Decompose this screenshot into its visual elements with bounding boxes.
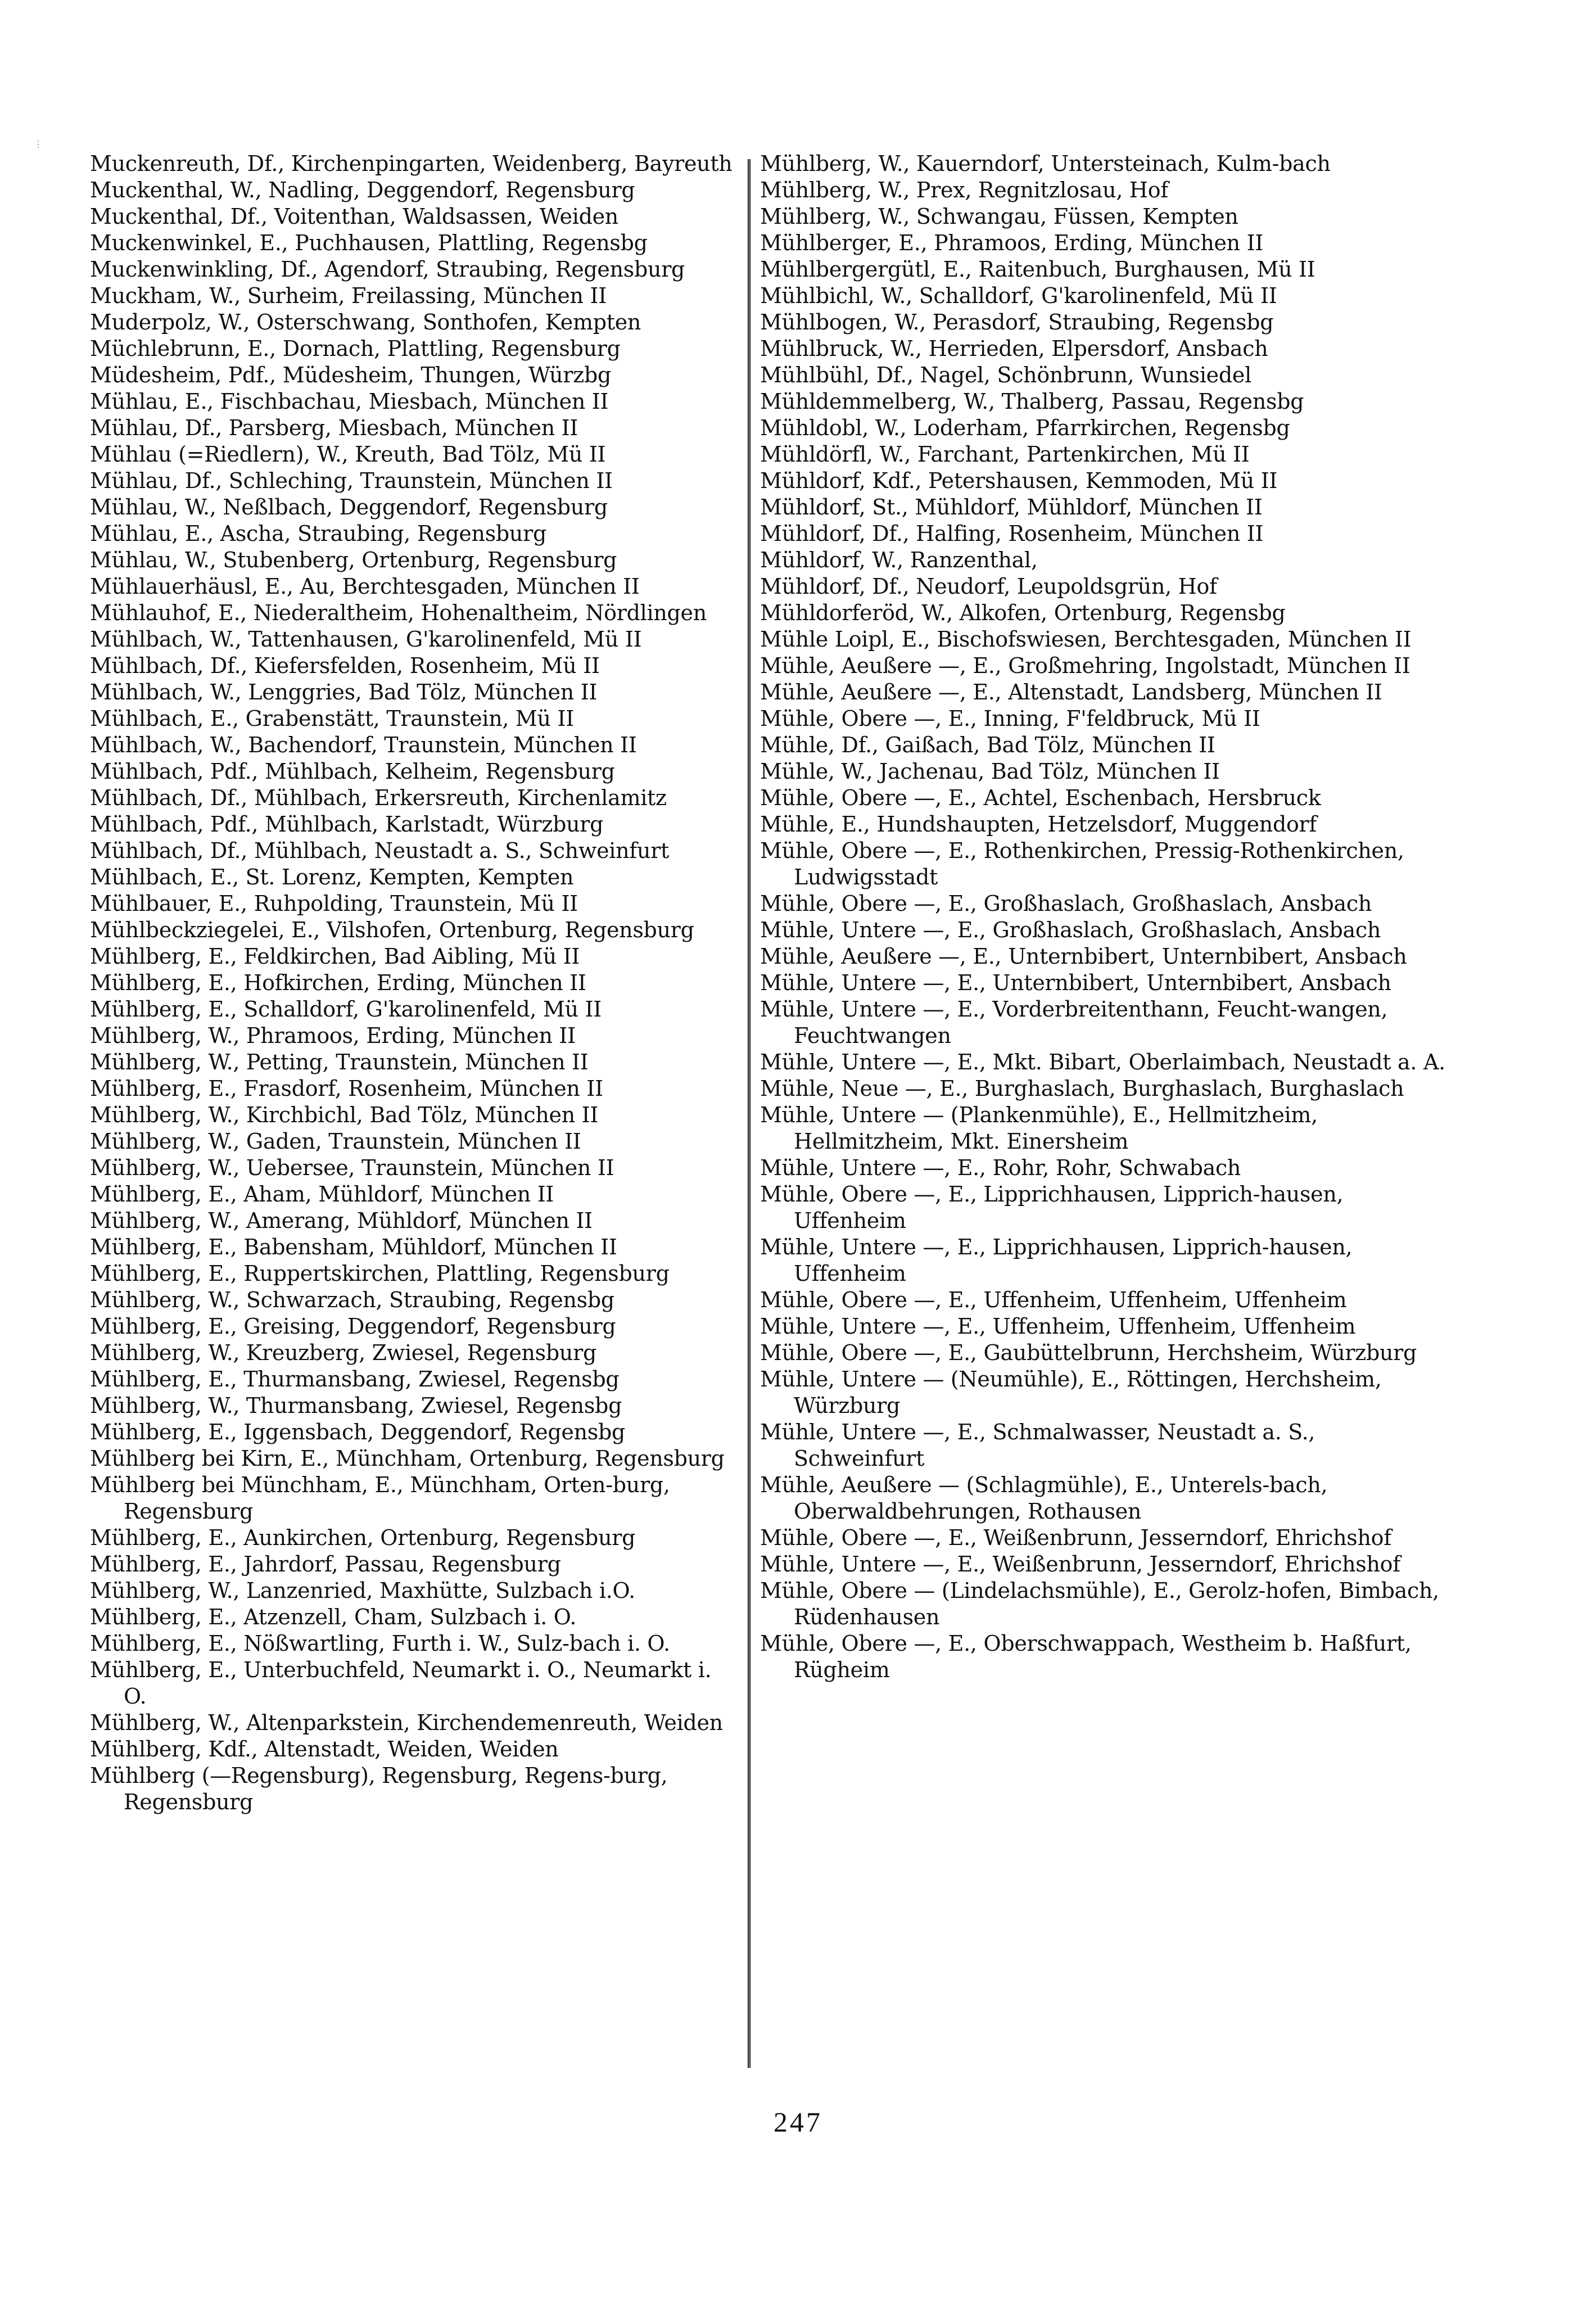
gazetteer-entry: Mühle, Untere —, E., Vorderbreitenthann, Feucht-wangen, Feuchtwangen — [760, 997, 1388, 1048]
gazetteer-entry: Mühle, Obere —, E., Rothenkirchen, Pressig-Rothenkirchen, Ludwigsstadt — [760, 838, 1404, 889]
gazetteer-entry: Mühle, W., Jachenau, Bad Tölz, München II — [760, 759, 1220, 784]
gazetteer-entry: Mühlberg, W., Gaden, Traunstein, München II — [90, 1129, 581, 1154]
gazetteer-entry: Mühlberg, E., Schalldorf, G'karolinenfeld, Mü II — [90, 997, 602, 1022]
gazetteer-entry: Mühle Loipl, E., Bischofswiesen, Berchtesgaden, München II — [760, 627, 1412, 652]
gazetteer-entry: Mühlberg bei Münchham, E., Münchham, Orten-burg, Regensburg — [90, 1473, 670, 1524]
gazetteer-entry: Mühlbach, E., Grabenstätt, Traunstein, Mü II — [90, 706, 574, 731]
gazetteer-entry: Muderpolz, W., Osterschwang, Sonthofen, Kempten — [90, 310, 641, 335]
gazetteer-entry: Mühlau, E., Ascha, Straubing, Regensburg — [90, 521, 546, 546]
gazetteer-entry: Mühlberg, E., Atzenzell, Cham, Sulzbach i. O. — [90, 1605, 577, 1629]
gazetteer-entry: Mühlberg, W., Kauerndorf, Untersteinach, Kulm-bach — [760, 151, 1331, 176]
gazetteer-entry: Mühlbach, W., Tattenhausen, G'karolinenfeld, Mü II — [90, 627, 642, 652]
gazetteer-entry: Mühle, Obere — (Lindelachsmühle), E., Gerolz-hofen, Bimbach, Rüdenhausen — [760, 1578, 1439, 1629]
gazetteer-entry: Mühlberg, W., Kreuzberg, Zwiesel, Regensburg — [90, 1340, 596, 1365]
gazetteer-entry: Mühlbichl, W., Schalldorf, G'karolinenfeld, Mü II — [760, 283, 1277, 308]
gazetteer-entry: Mühle, Untere —, E., Mkt. Bibart, Oberlaimbach, Neustadt a. A. — [760, 1050, 1445, 1074]
gazetteer-entry: Mühlberg, W., Thurmansbang, Zwiesel, Regensbg — [90, 1393, 622, 1418]
gazetteer-entry: Mühlberg, W., Petting, Traunstein, München II — [90, 1050, 589, 1074]
gazetteer-entry: Muckenwinkel, E., Puchhausen, Plattling, Regensbg — [90, 231, 648, 255]
gazetteer-entry: Mühlbach, Pdf., Mühlbach, Kelheim, Regensburg — [90, 759, 615, 784]
gazetteer-entry: Mühle, Untere —, E., Rohr, Rohr, Schwabach — [760, 1155, 1241, 1180]
gazetteer-entry: Mühle, Obere —, E., Oberschwappach, Westheim b. Haßfurt, Rügheim — [760, 1631, 1412, 1682]
gazetteer-entry: Mühlberg, Kdf., Altenstadt, Weiden, Weiden — [90, 1737, 559, 1761]
gazetteer-entry: Mühlbach, Df., Mühlbach, Neustadt a. S., Schweinfurt — [90, 838, 670, 863]
gazetteer-entry: Mühle, Untere —, E., Uffenheim, Uffenheim, Uffenheim — [760, 1314, 1356, 1339]
gazetteer-entry: Mühlbach, Df., Mühlbach, Erkersreuth, Kirchenlamitz — [90, 785, 667, 810]
gazetteer-entry: Mühlberg bei Kirn, E., Münchham, Ortenburg, Regensburg — [90, 1446, 725, 1471]
gazetteer-entry: Mühle, Untere —, E., Großhaslach, Großhaslach, Ansbach — [760, 918, 1381, 942]
gazetteer-entry: Müdesheim, Pdf., Müdesheim, Thungen, Würzbg — [90, 363, 611, 387]
gazetteer-entry: Mühlberg, E., Ruppertskirchen, Plattling, Regensburg — [90, 1261, 670, 1286]
gazetteer-entry: Muckenthal, W., Nadling, Deggendorf, Regensburg — [90, 178, 635, 202]
gazetteer-entry: Mühlbach, E., St. Lorenz, Kempten, Kempten — [90, 865, 574, 889]
gazetteer-entry: Mühlbach, Pdf., Mühlbach, Karlstadt, Würzburg — [90, 812, 604, 837]
gazetteer-entry: Mühle, Obere —, E., Gaubüttelbrunn, Herchsheim, Würzburg — [760, 1340, 1417, 1365]
gazetteer-entry: Mühle, Df., Gaißach, Bad Tölz, München II — [760, 733, 1215, 757]
gazetteer-entry: Mühlberg, E., Aunkirchen, Ortenburg, Regensburg — [90, 1525, 636, 1550]
scan-mark: ⋮ — [34, 139, 43, 150]
gazetteer-entry: Müchlebrunn, E., Dornach, Plattling, Regensburg — [90, 336, 621, 361]
gazetteer-entry: Mühle, Untere —, E., Schmalwasser, Neustadt a. S., Schweinfurt — [760, 1420, 1315, 1471]
gazetteer-entry: Mühlberger, E., Phramoos, Erding, München II — [760, 231, 1264, 255]
gazetteer-entry: Mühle, Untere —, E., Unternbibert, Unternbibert, Ansbach — [760, 970, 1391, 995]
gazetteer-entry: Mühlbruck, W., Herrieden, Elpersdorf, Ansbach — [760, 336, 1268, 361]
gazetteer-entry: Muckenreuth, Df., Kirchenpingarten, Weidenberg, Bayreuth — [90, 151, 733, 176]
gazetteer-entry: Mühle, Aeußere —, E., Großmehring, Ingolstadt, München II — [760, 653, 1410, 678]
right-column — [760, 151, 1452, 1683]
gazetteer-entry: Mühlauhof, E., Niederaltheim, Hohenaltheim, Nördlingen — [90, 600, 707, 625]
gazetteer-entry: Mühlberg, E., Babensham, Mühldorf, München II — [90, 1235, 617, 1259]
gazetteer-entry: Mühldorferöd, W., Alkofen, Ortenburg, Regensbg — [760, 600, 1286, 625]
gazetteer-entry: Mühle, Neue —, E., Burghaslach, Burghaslach, Burghaslach — [760, 1076, 1404, 1101]
gazetteer-entry: Mühlau, Df., Parsberg, Miesbach, München II — [90, 415, 578, 440]
gazetteer-entry: Mühle, Obere —, E., Weißenbrunn, Jesserndorf, Ehrichshof — [760, 1525, 1391, 1550]
gazetteer-entry: Mühlberg, W., Schwarzach, Straubing, Regensbg — [90, 1288, 614, 1312]
gazetteer-entry: Mühlbogen, W., Perasdorf, Straubing, Regensbg — [760, 310, 1274, 335]
gazetteer-entry: Mühle, Obere —, E., Uffenheim, Uffenheim, Uffenheim — [760, 1288, 1347, 1312]
gazetteer-entry: Mühlau, E., Fischbachau, Miesbach, München II — [90, 389, 609, 414]
gazetteer-entry: Mühlbühl, Df., Nagel, Schönbrunn, Wunsiedel — [760, 363, 1251, 387]
gazetteer-entry: Mühlau, W., Neßlbach, Deggendorf, Regensburg — [90, 495, 608, 520]
gazetteer-entry: Mühlberg, E., Thurmansbang, Zwiesel, Regensbg — [90, 1367, 620, 1392]
gazetteer-entry: Mühlberg, E., Greising, Deggendorf, Regensburg — [90, 1314, 616, 1339]
gazetteer-entry: Mühlau, Df., Schleching, Traunstein, München II — [90, 468, 613, 493]
gazetteer-entry: Mühle, Aeußere —, E., Unternbibert, Unternbibert, Ansbach — [760, 944, 1407, 969]
margin-scan-marks — [34, 141, 51, 171]
gazetteer-entry: Mühle, Obere —, E., Achtel, Eschenbach, Hersbruck — [760, 785, 1321, 810]
gazetteer-entry: Mühlberg, W., Prex, Regnitzlosau, Hof — [760, 178, 1169, 202]
gazetteer-entry: Mühldorf, St., Mühldorf, Mühldorf, München II — [760, 495, 1263, 520]
gazetteer-entry: Mühldorf, Df., Neudorf, Leupoldsgrün, Hof — [760, 574, 1217, 599]
gazetteer-entry: Mühle, Untere — (Neumühle), E., Röttingen, Herchsheim, Würzburg — [760, 1367, 1382, 1418]
gazetteer-entry: Mühlau, W., Stubenberg, Ortenburg, Regensburg — [90, 548, 617, 572]
page-number: 247 — [774, 2106, 822, 2138]
gazetteer-entry: Mühle, Untere —, E., Weißenbrunn, Jesserndorf, Ehrichshof — [760, 1552, 1400, 1577]
column-divider — [748, 159, 750, 2068]
gazetteer-entry: Mühlbauer, E., Ruhpolding, Traunstein, Mü II — [90, 891, 578, 916]
left-column — [90, 151, 736, 1815]
gazetteer-entry: Mühlberg, E., Iggensbach, Deggendorf, Regensbg — [90, 1420, 626, 1444]
gazetteer-entry: Muckenthal, Df., Voitenthan, Waldsassen, Weiden — [90, 204, 618, 229]
gazetteer-entry: Mühldobl, W., Loderham, Pfarrkirchen, Regensbg — [760, 415, 1290, 440]
gazetteer-entry: Mühldemmelberg, W., Thalberg, Passau, Regensbg — [760, 389, 1304, 414]
gazetteer-entry: Mühldorf, W., Ranzenthal, — [760, 548, 1038, 572]
gazetteer-entry: Muckenwinkling, Df., Agendorf, Straubing, Regensburg — [90, 257, 685, 282]
gazetteer-entry: Mühldorf, Df., Halfing, Rosenheim, München II — [760, 521, 1264, 546]
gazetteer-entry: Mühlberg, E., Jahrdorf, Passau, Regensburg — [90, 1552, 561, 1577]
gazetteer-entry: Mühlauerhäusl, E., Au, Berchtesgaden, München II — [90, 574, 640, 599]
gazetteer-entry: Mühlbergergütl, E., Raitenbuch, Burghausen, Mü II — [760, 257, 1315, 282]
gazetteer-entry: Mühlbeckziegelei, E., Vilshofen, Ortenburg, Regensburg — [90, 918, 694, 942]
gazetteer-entry: Mühlberg, E., Nößwartling, Furth i. W., Sulz-bach i. O. — [90, 1631, 670, 1656]
gazetteer-entry: Mühle, Aeußere —, E., Altenstadt, Landsberg, München II — [760, 680, 1382, 704]
gazetteer-entry: Mühlberg, W., Uebersee, Traunstein, München II — [90, 1155, 614, 1180]
gazetteer-entry: Mühlbach, Df., Kiefersfelden, Rosenheim, Mü II — [90, 653, 600, 678]
gazetteer-entry: Mühlberg, W., Phramoos, Erding, München II — [90, 1023, 576, 1048]
gazetteer-entry: Mühlberg, E., Feldkirchen, Bad Aibling, Mü II — [90, 944, 580, 969]
gazetteer-entry: Mühlberg (—Regensburg), Regensburg, Regens-burg, Regensburg — [90, 1763, 668, 1814]
gazetteer-entry: Mühlberg, E., Unterbuchfeld, Neumarkt i. O., Neumarkt i. O. — [90, 1657, 712, 1709]
gazetteer-entry: Mühlberg, W., Lanzenried, Maxhütte, Sulzbach i.O. — [90, 1578, 635, 1603]
gazetteer-entry: Mühle, Obere —, E., Inning, F'feldbruck, Mü II — [760, 706, 1260, 731]
gazetteer-entry: Mühlbach, W., Bachendorf, Traunstein, München II — [90, 733, 637, 757]
gazetteer-entry: Muckham, W., Surheim, Freilassing, München II — [90, 283, 607, 308]
gazetteer-entry: Mühle, Untere —, E., Lipprichhausen, Lipprich-hausen, Uffenheim — [760, 1235, 1353, 1286]
gazetteer-entry: Mühldorf, Kdf., Petershausen, Kemmoden, Mü II — [760, 468, 1278, 493]
gazetteer-entry: Mühle, Obere —, E., Großhaslach, Großhaslach, Ansbach — [760, 891, 1372, 916]
gazetteer-entry: Mühlberg, W., Altenparkstein, Kirchendemenreuth, Weiden — [90, 1710, 723, 1735]
gazetteer-entry: Mühle, Aeußere — (Schlagmühle), E., Unterels-bach, Oberwaldbehrungen, Rothausen — [760, 1473, 1328, 1524]
gazetteer-entry: Mühle, Untere — (Plankenmühle), E., Hellmitzheim, Hellmitzheim, Mkt. Einersheim — [760, 1103, 1318, 1154]
gazetteer-entry: Mühlbach, W., Lenggries, Bad Tölz, München II — [90, 680, 598, 704]
gazetteer-entry: Mühle, E., Hundshaupten, Hetzelsdorf, Muggendorf — [760, 812, 1317, 837]
gazetteer-entry: Mühlberg, E., Hofkirchen, Erding, München II — [90, 970, 586, 995]
gazetteer-entry: Mühlberg, W., Schwangau, Füssen, Kempten — [760, 204, 1238, 229]
gazetteer-entry: Mühlberg, E., Frasdorf, Rosenheim, München II — [90, 1076, 603, 1101]
gazetteer-entry: Mühlberg, W., Kirchbichl, Bad Tölz, München II — [90, 1103, 599, 1127]
gazetteer-entry: Mühlau (=Riedlern), W., Kreuth, Bad Tölz, Mü II — [90, 442, 606, 467]
gazetteer-entry: Mühlberg, E., Aham, Mühldorf, München II — [90, 1182, 554, 1207]
gazetteer-entry: Mühlberg, W., Amerang, Mühldorf, München II — [90, 1208, 593, 1233]
gazetteer-entry: Mühldörfl, W., Farchant, Partenkirchen, Mü II — [760, 442, 1250, 467]
gazetteer-entry: Mühle, Obere —, E., Lipprichhausen, Lipprich-hausen, Uffenheim — [760, 1182, 1344, 1233]
